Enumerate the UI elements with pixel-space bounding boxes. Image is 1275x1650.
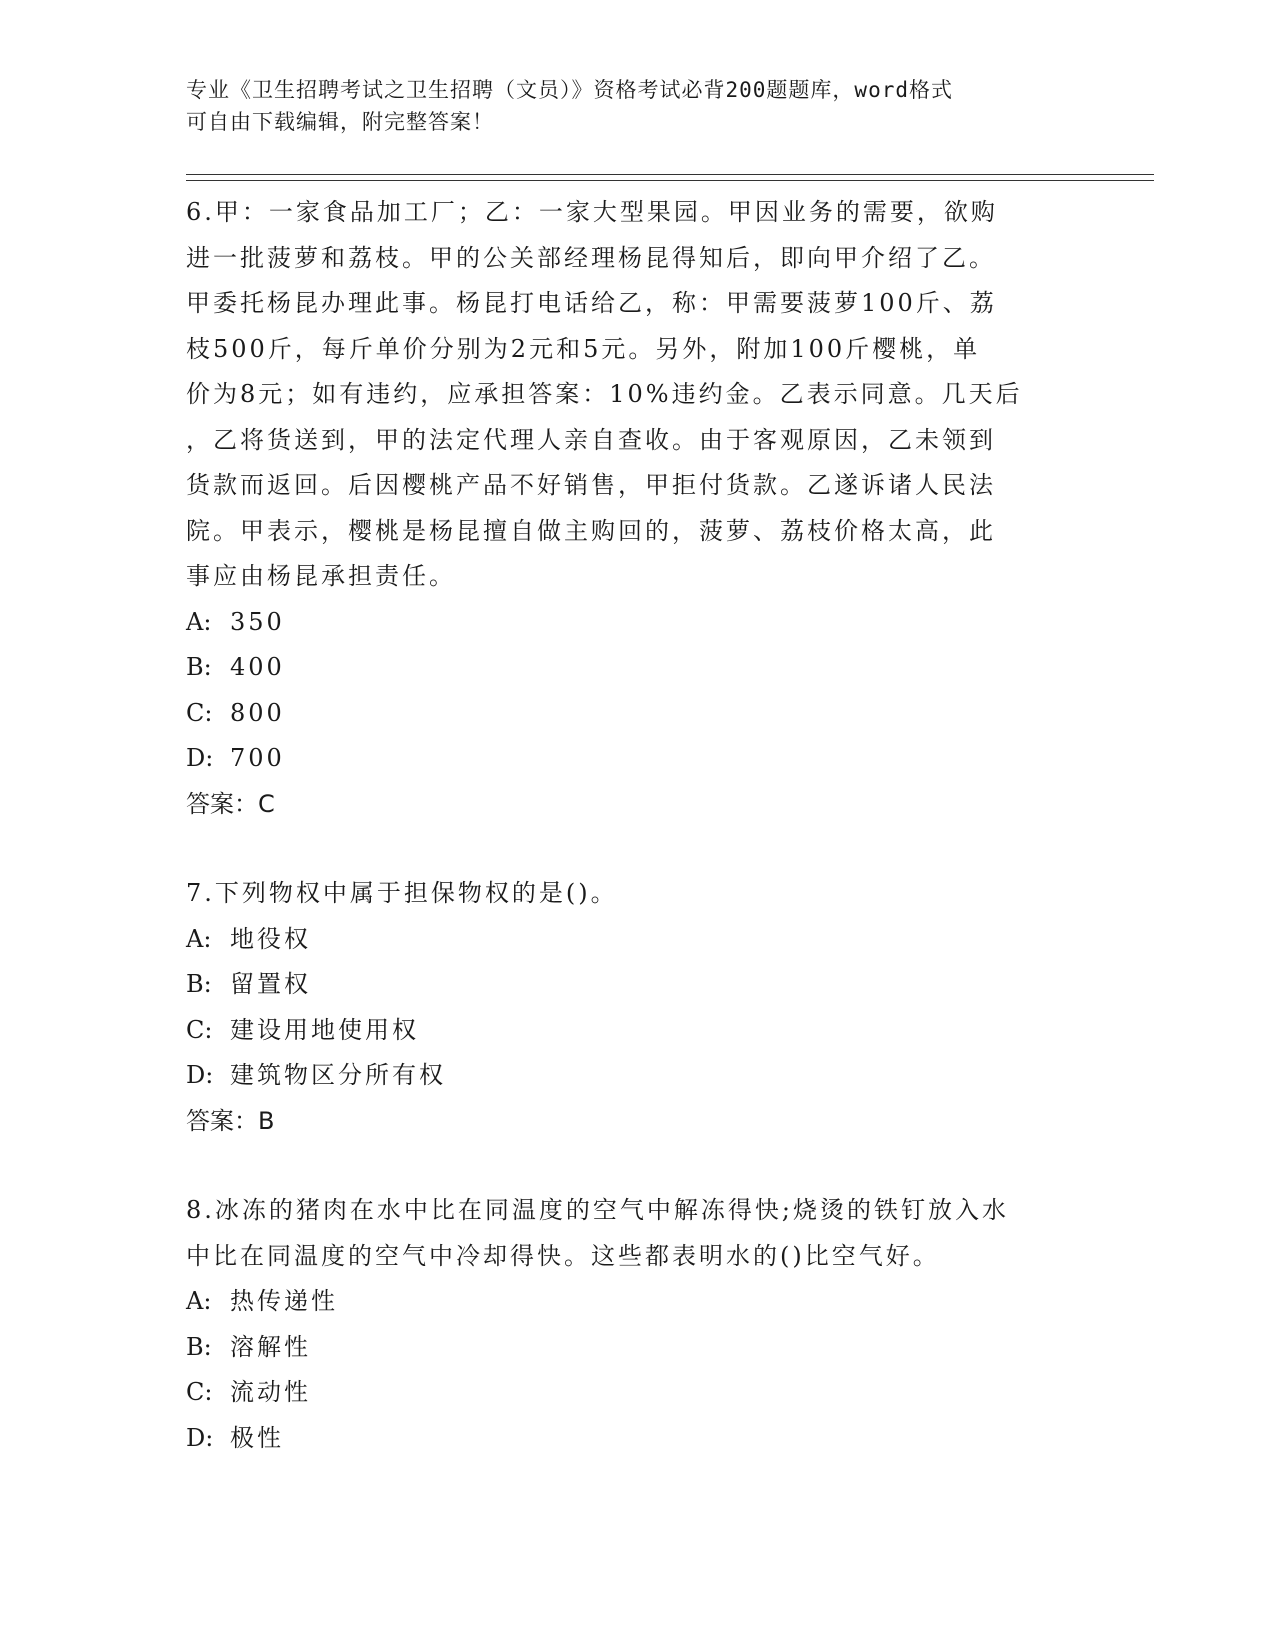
header-line-2: 可自由下载编辑，附完整答案！: [186, 110, 494, 134]
option-b: B: 溶解性: [186, 1332, 311, 1361]
option-d: D: 建筑物区分所有权: [186, 1061, 446, 1089]
option-b: B: 400: [186, 653, 285, 681]
question-text: [186, 871, 1066, 917]
header-divider-top: [186, 174, 1154, 175]
question-line: 8.冰冻的猪肉在水中比在同温度的空气中解冻得快;烧烫的铁钉放入水: [186, 1196, 1009, 1224]
option-a: A: 350: [186, 607, 285, 636]
question-block-7: [186, 871, 1066, 1144]
answer-label: 答案：C: [186, 789, 275, 818]
question-list: [186, 190, 1066, 1461]
option-a: A: 热传递性: [186, 1287, 338, 1315]
question-text: [186, 190, 1066, 600]
option-d: D: 极性: [186, 1423, 284, 1452]
question-block-8: [186, 1188, 1066, 1461]
question-line: 院。甲表示，樱桃是杨昆擅自做主购回的，菠萝、荔枝价格太高，此: [186, 516, 996, 545]
question-line: 进一批菠萝和荔枝。甲的公关部经理杨昆得知后，即向甲介绍了乙。: [186, 243, 996, 272]
option-b: B: 留置权: [186, 970, 311, 998]
question-block-6: [186, 190, 1066, 827]
option-c: C: 流动性: [186, 1378, 311, 1406]
option-c: C: 800: [186, 698, 285, 727]
option-c: C: 建设用地使用权: [186, 1015, 419, 1044]
answer-label: 答案：B: [186, 1106, 275, 1135]
question-text: [186, 1188, 1066, 1279]
question-line: 价为8元；如有违约，应承担答案：10%违约金。乙表示同意。几天后: [186, 380, 1023, 408]
header-divider-bottom: [186, 180, 1154, 181]
question-line: 枝500斤，每斤单价分别为2元和5元。另外，附加100斤樱桃，单: [186, 334, 981, 363]
question-line: 中比在同温度的空气中冷却得快。这些都表明水的()比空气好。: [186, 1241, 940, 1270]
document-header: [186, 74, 1086, 138]
option-a: A: 地役权: [186, 924, 311, 953]
spacer: [186, 1144, 1066, 1188]
question-line: ，乙将货送到，甲的法定代理人亲自查收。由于客观原因，乙未领到: [186, 425, 996, 454]
spacer: [186, 827, 1066, 871]
question-line: 事应由杨昆承担责任。: [186, 562, 456, 590]
question-line: 货款而返回。后因樱桃产品不好销售，甲拒付货款。乙遂诉诸人民法: [186, 471, 996, 499]
question-line: 7.下列物权中属于担保物权的是()。: [186, 879, 618, 907]
header-line-1: 专业《卫生招聘考试之卫生招聘（文员）》资格考试必背200题题库，word格式: [186, 78, 953, 102]
option-d: D: 700: [186, 744, 285, 772]
question-line: 甲委托杨昆办理此事。杨昆打电话给乙，称：甲需要菠萝100斤、荔: [186, 289, 997, 317]
question-line: 6.甲：一家食品加工厂；乙：一家大型果园。甲因业务的需要，欲购: [186, 198, 998, 226]
